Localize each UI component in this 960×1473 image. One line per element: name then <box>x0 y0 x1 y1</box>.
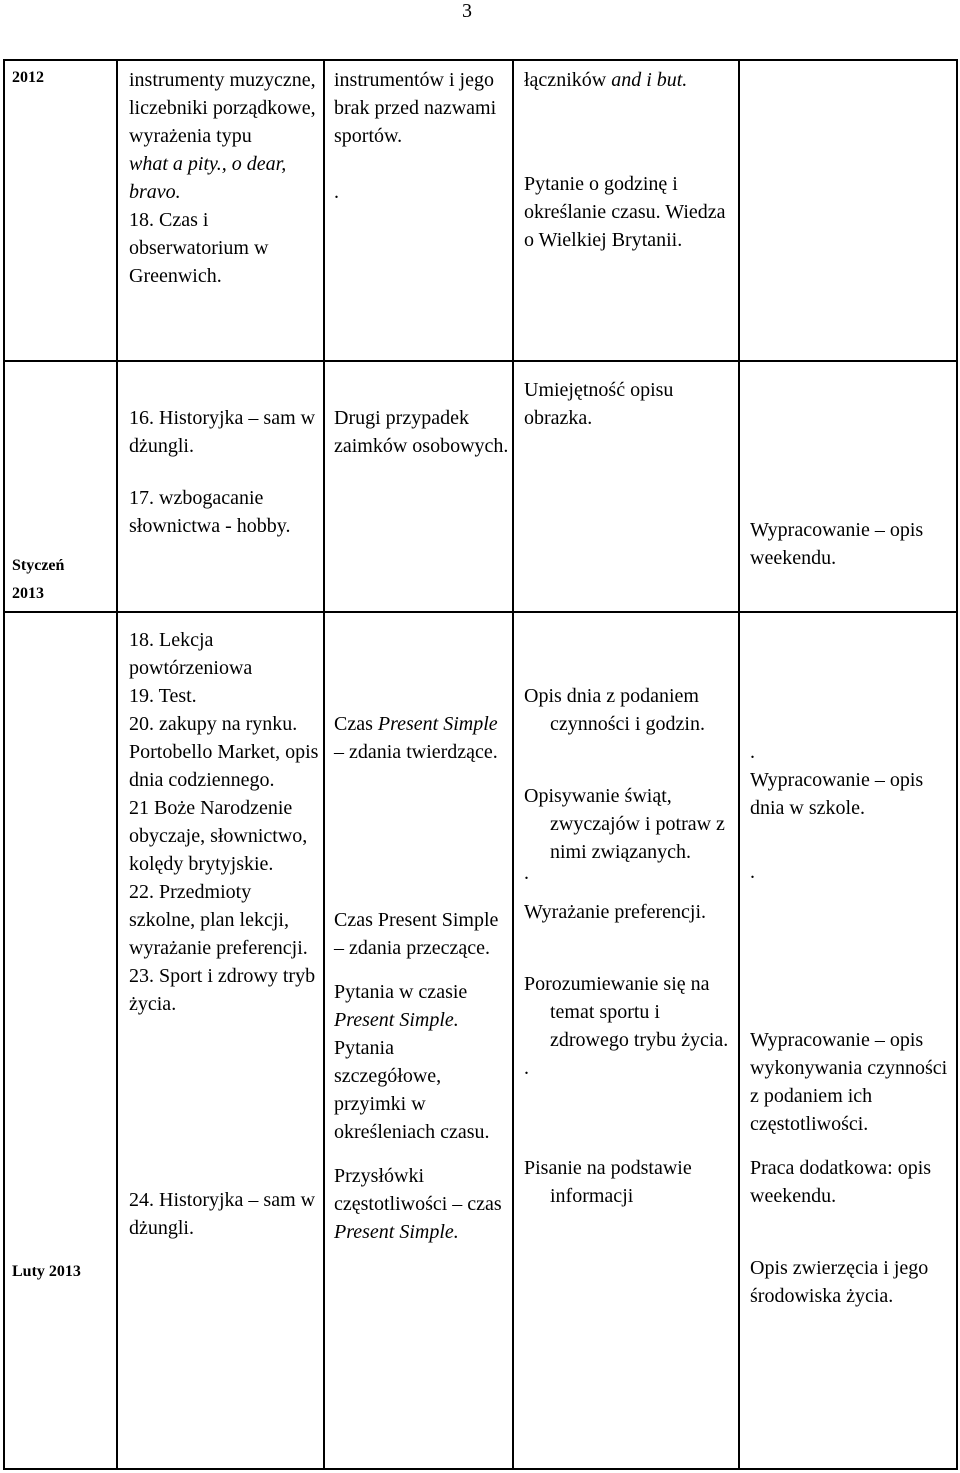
grammar-text: instrumentów i jego brak przed nazwami sportów. <box>334 69 497 147</box>
grammar-text: . <box>334 181 339 203</box>
topic-text: 16. Historyjka – sam w dżungli. <box>129 407 316 457</box>
writing-text: Wypracowanie – opis wykonywania czynności z podaniem ich częstotliwości. <box>750 1029 948 1135</box>
writing-text: . <box>750 861 755 883</box>
column-divider <box>512 59 514 1470</box>
row-date: Luty 2013 <box>12 1263 81 1280</box>
topic-text: 19. Test. <box>129 685 197 707</box>
skills-text: Pytanie o godzinę i określanie czasu. Wiedza o Wielkiej Brytanii. <box>524 173 726 251</box>
skills-cell <box>524 376 734 432</box>
skills-text: Umiejętność opisu obrazka. <box>524 379 674 429</box>
writing-text: . <box>750 741 755 763</box>
skills-text: łączników and i but. <box>524 69 688 91</box>
writing-cell <box>750 516 950 572</box>
topic-text: 18. Lekcja powtórzeniowa <box>129 629 253 679</box>
column-divider <box>738 59 740 1470</box>
skills-text: . <box>524 862 529 884</box>
column-divider <box>116 59 118 1470</box>
topic-text: 23. Sport i zdrowy tryb życia. <box>129 965 316 1015</box>
writing-text: Opis zwierzęcia i jego środowiska życia. <box>750 1257 929 1307</box>
grammar-text: Pytania w czasie Present Simple. <box>334 981 468 1031</box>
grammar-text: Pytania szczegółowe, przyimki w określeniach czasu. <box>334 1037 490 1143</box>
topic-text: 21 Boże Narodzenie obyczaje, słownictwo, kolędy brytyjskie. <box>129 797 308 875</box>
topic-text: 20. zakupy na rynku. Portobello Market, opis dnia codziennego. <box>129 713 319 791</box>
writing-text: Wypracowanie – opis weekendu. <box>750 519 924 569</box>
row-divider <box>3 611 958 613</box>
row-date: Styczeń 2013 <box>12 557 65 602</box>
topics-cell <box>129 404 319 540</box>
skills-text: Opisywanie świąt, zwyczajów i potraw z nimi związanych. <box>524 785 725 863</box>
writing-cell <box>750 738 950 1310</box>
skills-text: Opis dnia z podaniem czynności i godzin. <box>524 685 705 735</box>
skills-text: Wyrażanie preferencji. <box>524 901 707 923</box>
writing-text: Wypracowanie – opis dnia w szkole. <box>750 769 924 819</box>
topic-text: instrumenty muzyczne, liczebniki porządkowe, wyrażenia typu <box>129 69 316 147</box>
row-divider <box>3 360 958 362</box>
topic-text: 18. Czas i obserwatorium w Greenwich. <box>129 209 269 287</box>
grammar-text: Czas Present Simple – zdania przeczące. <box>334 909 499 959</box>
skills-text: Porozumiewanie się na temat sportu i zdrowego trybu życia. <box>524 973 729 1051</box>
topic-text: 17. wzbogacanie słownictwa - hobby. <box>129 487 291 537</box>
table-border-right <box>956 59 958 1470</box>
grammar-text: Czas Present Simple – zdania twierdzące. <box>334 713 498 763</box>
grammar-text: Przysłówki częstotliwości – czas Present Simple. <box>334 1165 502 1243</box>
topics-cell <box>129 66 319 290</box>
row-date: 2012 <box>12 69 44 86</box>
grammar-cell <box>334 66 509 206</box>
table-border-bottom <box>3 1468 958 1470</box>
skills-text: . <box>524 1057 529 1079</box>
table-border-left <box>3 59 5 1470</box>
topic-text: 24. Historyjka – sam w dżungli. <box>129 1189 316 1239</box>
table-border-top <box>3 59 958 61</box>
topic-text: 22. Przedmioty szkolne, plan lekcji, wyrażanie preferencji. <box>129 881 308 959</box>
skills-cell <box>524 66 734 254</box>
page-number: 3 <box>462 0 472 22</box>
grammar-cell <box>334 404 509 460</box>
topic-text: what a pity., o dear, bravo. <box>129 153 287 203</box>
column-divider <box>323 59 325 1470</box>
topics-cell <box>129 626 319 1242</box>
skills-text: Pisanie na podstawie informacji <box>524 1157 692 1207</box>
skills-cell <box>524 682 734 1210</box>
writing-text: Praca dodatkowa: opis weekendu. <box>750 1157 932 1207</box>
grammar-cell <box>334 710 504 1246</box>
grammar-text: Drugi przypadek zaimków osobowych. <box>334 407 509 457</box>
